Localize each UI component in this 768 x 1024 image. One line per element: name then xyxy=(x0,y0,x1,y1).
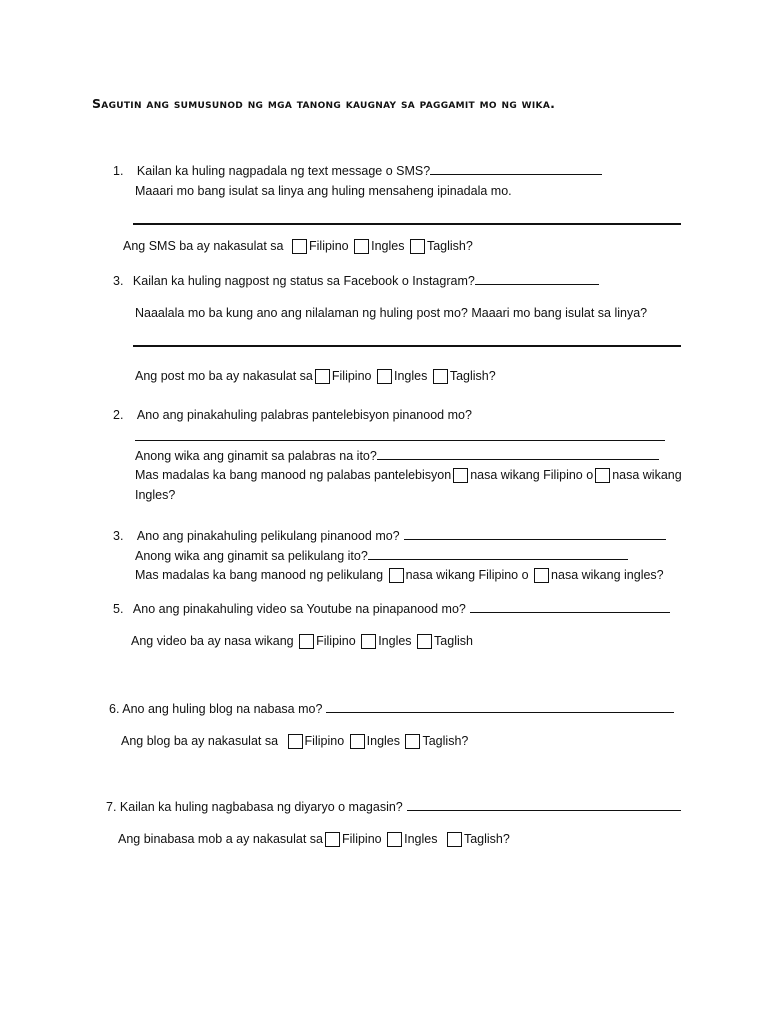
question-3-facebook xyxy=(113,273,599,288)
language-prompt: Ang video ba ay nasa wikang xyxy=(131,634,294,648)
language-prompt: Ang binabasa mob a ay nakasulat sa xyxy=(118,832,323,846)
checkbox-filipino[interactable] xyxy=(315,369,330,384)
option-taglish: Taglish? xyxy=(449,369,496,383)
preference-prompt: Mas madalas ka bang manood ng pelikulang xyxy=(135,568,384,582)
question-text: Ano ang pinakahuling pelikulang pinanood mo? xyxy=(136,529,400,543)
question-number: 1. xyxy=(113,164,124,178)
question-number: 2. xyxy=(113,408,124,422)
answer-blank[interactable] xyxy=(135,429,665,441)
question-3-movie-language-used xyxy=(135,548,628,563)
worksheet-title: Sagutin ang sumusunod ng mga tanong kaugnay sa paggamit mo ng wika. xyxy=(92,96,556,111)
question-6 xyxy=(109,701,674,716)
option-taglish: Taglish? xyxy=(422,734,469,748)
checkbox-taglish[interactable] xyxy=(410,239,425,254)
checkbox-filipino[interactable] xyxy=(389,568,404,583)
answer-blank[interactable] xyxy=(326,701,674,713)
question-number: 3. xyxy=(113,529,124,543)
option-ingles: Ingles xyxy=(404,832,438,846)
language-prompt: Ang post mo ba ay nakasulat sa xyxy=(135,369,313,383)
question-text: Ano ang huling blog na nabasa mo? xyxy=(122,702,323,716)
question-3-movie-preference xyxy=(135,568,664,583)
answer-blank[interactable] xyxy=(368,548,628,560)
question-1-instruction: Maaari mo bang isulat sa linya ang huling mensaheng ipinadala mo. xyxy=(135,184,512,198)
answer-blank[interactable] xyxy=(404,528,666,540)
checkbox-filipino[interactable] xyxy=(288,734,303,749)
answer-blank[interactable] xyxy=(407,799,681,811)
option-taglish: Taglish? xyxy=(463,832,510,846)
option-taglish: Taglish? xyxy=(426,239,473,253)
checkbox-ingles[interactable] xyxy=(387,832,402,847)
question-text: Ano ang pinakahuling palabras pantelebisyon pinanood mo? xyxy=(136,408,472,422)
option-ingles: Ingles xyxy=(378,634,412,648)
question-number: 7. xyxy=(106,800,117,814)
checkbox-filipino[interactable] xyxy=(299,634,314,649)
answer-blank[interactable] xyxy=(475,273,599,285)
checkbox-filipino[interactable] xyxy=(453,468,468,483)
checkbox-ingles[interactable] xyxy=(350,734,365,749)
checkbox-taglish[interactable] xyxy=(447,832,462,847)
checkbox-ingles[interactable] xyxy=(361,634,376,649)
question-3-language xyxy=(135,369,496,384)
checkbox-ingles[interactable] xyxy=(595,468,610,483)
option-ingles: Ingles xyxy=(371,239,405,253)
option-filipino: nasa wikang Filipino o xyxy=(405,568,529,582)
question-text: Kailan ka huling nagpost ng status sa Facebook o Instagram? xyxy=(132,274,475,288)
question-2-preference-cont: Ingles? xyxy=(135,488,176,502)
question-1 xyxy=(113,163,602,178)
option-ingles: Ingles xyxy=(366,734,400,748)
option-filipino: Filipino xyxy=(304,734,345,748)
question-7 xyxy=(106,799,681,814)
question-text: Kailan ka huling nagbabasa ng diyaryo o magasin? xyxy=(119,800,403,814)
question-2-language-used xyxy=(135,448,659,463)
option-taglish: Taglish xyxy=(434,634,473,648)
option-filipino: nasa wikang Filipino o xyxy=(470,468,594,482)
question-5-language xyxy=(131,634,473,649)
question-text: Ano ang pinakahuling video sa Youtube na pinapanood mo? xyxy=(132,602,466,616)
checkbox-ingles[interactable] xyxy=(534,568,549,583)
answer-blank[interactable] xyxy=(470,601,670,613)
question-number: 3. xyxy=(113,274,124,288)
question-text: Anong wika ang ginamit sa palabras na ito? xyxy=(135,449,377,463)
checkbox-taglish[interactable] xyxy=(417,634,432,649)
question-number: 6. xyxy=(109,702,120,716)
checkbox-ingles[interactable] xyxy=(377,369,392,384)
preference-prompt: Mas madalas ka bang manood ng palabas pantelebisyon xyxy=(135,468,452,482)
question-3-instruction: Naaalala mo ba kung ano ang nilalaman ng huling post mo? Maaari mo bang isulat sa linya? xyxy=(135,306,648,320)
question-number: 5. xyxy=(113,602,124,616)
question-2 xyxy=(113,408,472,422)
answer-line[interactable] xyxy=(133,223,681,225)
question-text: Kailan ka huling nagpadala ng text message o SMS? xyxy=(136,164,431,178)
language-prompt: Ang SMS ba ay nakasulat sa xyxy=(123,239,284,253)
option-ingles: nasa wikang ingles? xyxy=(551,568,664,582)
question-2-preference xyxy=(135,468,682,483)
question-1-language xyxy=(123,239,473,254)
question-3-movie xyxy=(113,528,666,543)
checkbox-filipino[interactable] xyxy=(292,239,307,254)
question-7-language xyxy=(118,832,510,847)
checkbox-taglish[interactable] xyxy=(405,734,420,749)
checkbox-taglish[interactable] xyxy=(433,369,448,384)
checkbox-ingles[interactable] xyxy=(354,239,369,254)
language-prompt: Ang blog ba ay nakasulat sa xyxy=(121,734,279,748)
option-ingles: Ingles xyxy=(393,369,428,383)
option-filipino: Filipino xyxy=(331,369,372,383)
checkbox-filipino[interactable] xyxy=(325,832,340,847)
answer-line[interactable] xyxy=(133,345,681,347)
answer-blank[interactable] xyxy=(377,448,659,460)
option-filipino: Filipino xyxy=(316,634,356,648)
answer-blank[interactable] xyxy=(430,163,602,175)
option-ingles: nasa wikang xyxy=(612,468,682,482)
question-text: Anong wika ang ginamit sa pelikulang ito? xyxy=(135,549,368,563)
question-5 xyxy=(113,601,670,616)
option-filipino: Filipino xyxy=(342,832,382,846)
question-6-language xyxy=(121,734,468,749)
option-filipino: Filipino xyxy=(309,239,349,253)
